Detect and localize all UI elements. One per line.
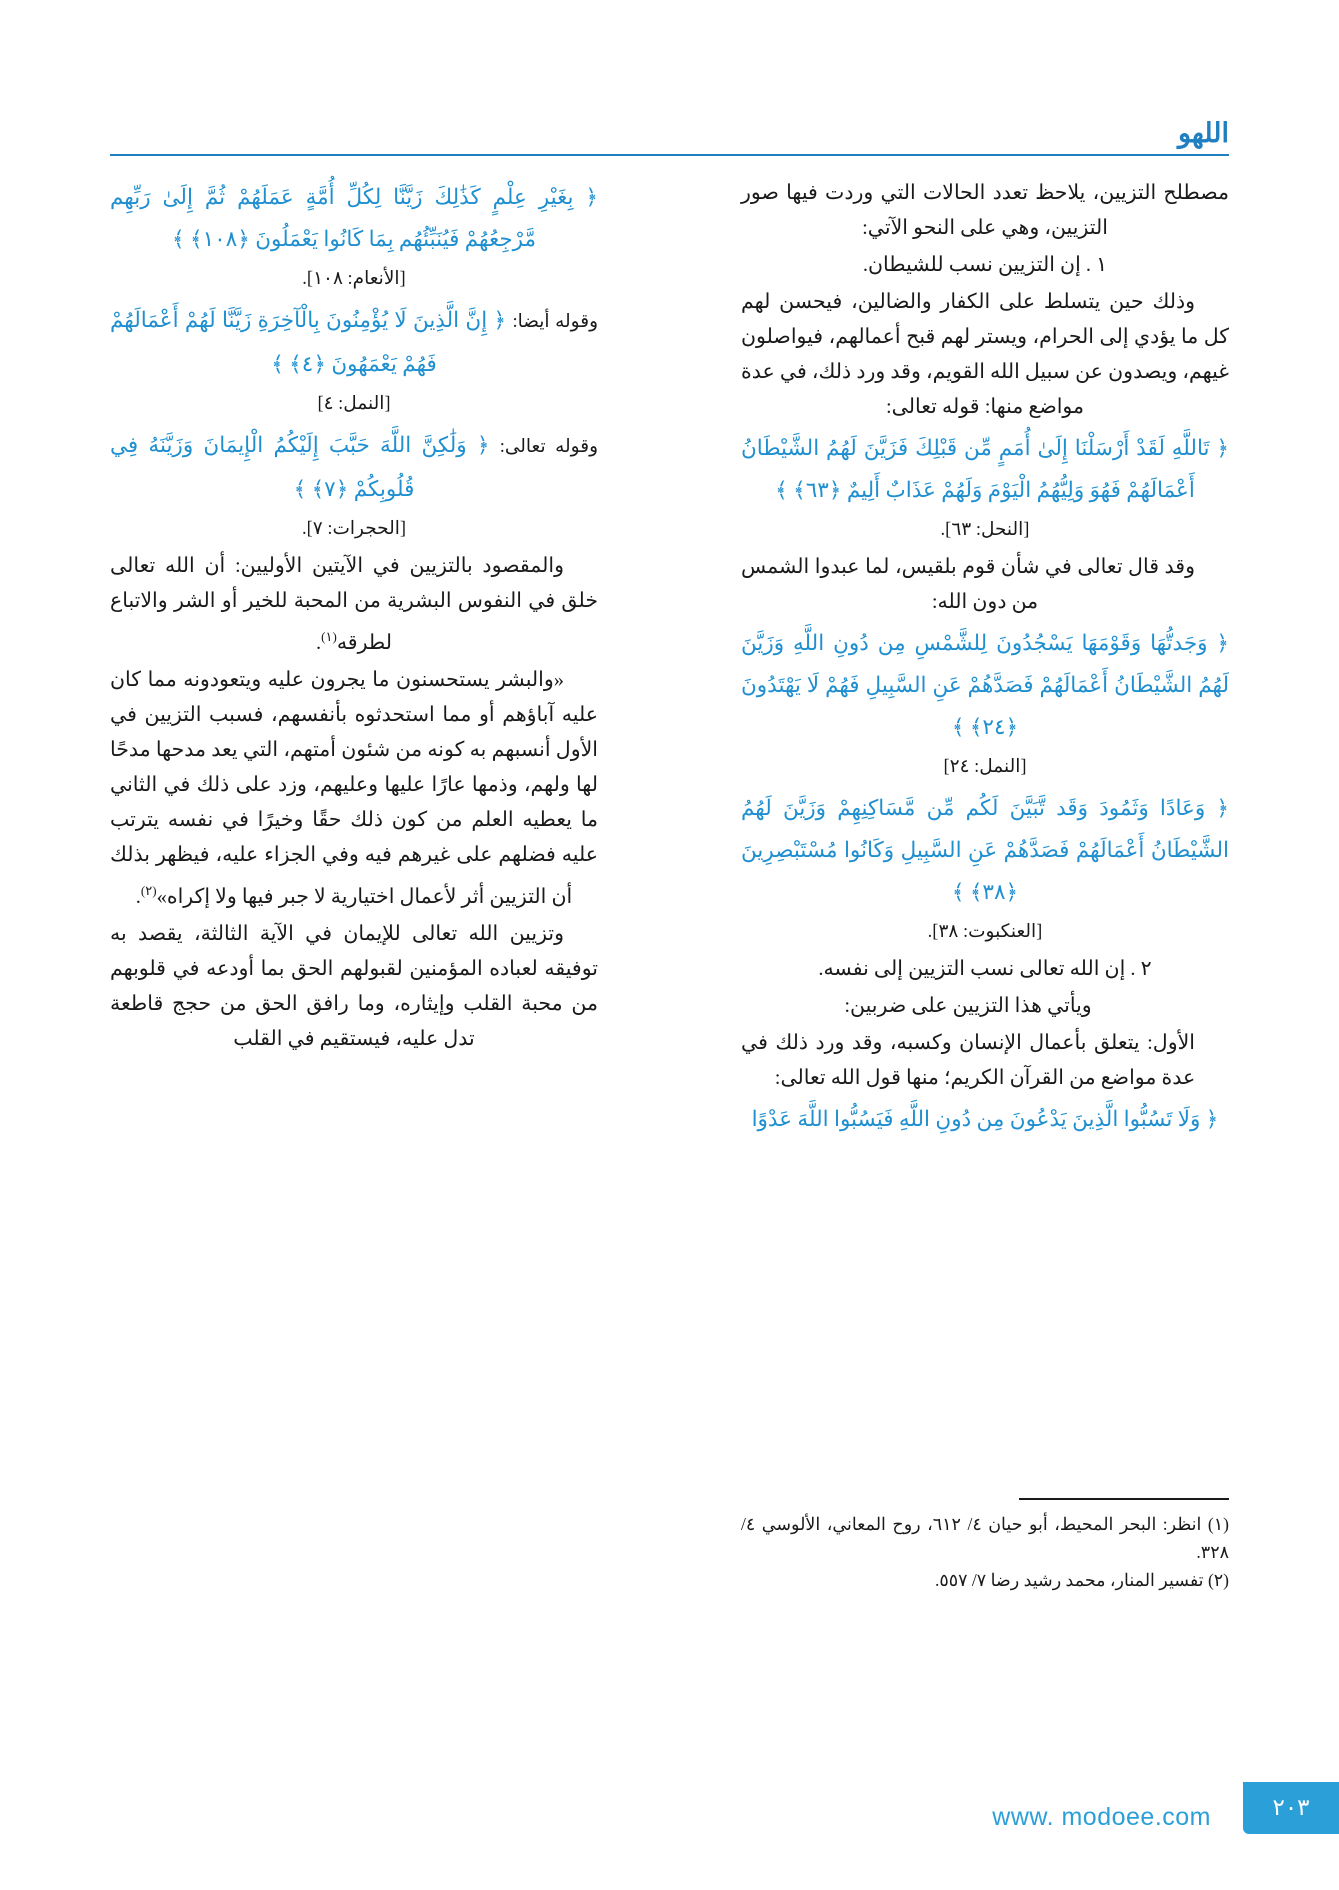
footnote-text: تفسير المنار، محمد رشيد رضا ٧/ ٥٥٧. xyxy=(934,1569,1204,1590)
paragraph-text: «والبشر يستحسنون ما يجرون عليه ويتعودونه مما كان عليه آباؤهم أو مما استحدثوه بأنفسهم، فسبب التزيين في الأول أنسبهم به كونه من شئون أمتهم، التي يعد مدحها مدحًا لها ولهم، وذمها عارًا عليها وعليهم، وزد على ذلك في الثاني ما يعطيه العلم من كون ذلك حقًا وخيرًا في نفسه يترتب عليه فضلهم على غيرهم فيه وفي الجزاء عليه، فيظهر بذلك أن التزيين أثر لأعمال اختيارية لا جبر فيها ولا إكراه» xyxy=(110,668,598,908)
verse-reference: [الحجرات: ٧]. xyxy=(301,519,407,539)
paragraph-text: والمقصود بالتزيين في الآيتين الأوليين: أن الله تعالى خلق في النفوس البشرية من المحبة للخير أو الشر والاتباع لطرقه xyxy=(110,555,598,654)
page-header xyxy=(110,118,1229,158)
body-paragraph xyxy=(110,549,598,661)
verse-reference: [النحل: ٦٣]. xyxy=(940,520,1030,540)
footnote-marker: (١) xyxy=(1207,1513,1229,1534)
verse-reference: [النمل: ٢٤] xyxy=(943,757,1027,777)
site-url[interactable]: www. modoee.com xyxy=(992,1803,1211,1831)
body-paragraph: وتزيين الله تعالى للإيمان في الآية الثالثة، يقصد به توفيقه لعباده المؤمنين لقبولهم الحق بما أودعه في قلوبهم من محبة القلب وإيثاره، وما رافق الحق من حجج قاطعة تدل عليه، فيستقيم في القلب xyxy=(110,922,598,1050)
footnote-divider xyxy=(1019,1498,1229,1500)
paragraph-tail: . xyxy=(316,631,322,654)
page-footer xyxy=(0,1770,1339,1890)
page-number-badge: ٢٠٣ xyxy=(1243,1782,1339,1834)
verse-reference: [الأنعام: ١٠٨]. xyxy=(302,269,406,289)
verse-intro: وقوله تعالى: xyxy=(499,437,599,457)
paragraph-tail: . xyxy=(135,885,141,908)
quran-text: ﴿ إِنَّ الَّذِينَ لَا يُؤْمِنُونَ بِالْآخِرَةِ زَيَّنَّا لَهُمْ أَعْمَالَهُمْ فَهُمْ يَعْمَهُونَ ﴿٤﴾ ﴾ xyxy=(110,308,507,376)
quran-text: ﴿ وَلَٰكِنَّ اللَّهَ حَبَّبَ إِلَيْكُمُ الْإِيمَانَ وَزَيَّنَهُ فِي قُلُوبِكُمْ ﴿٧﴾ ﴾ xyxy=(110,433,490,501)
body-paragraph: ويأتي هذا التزيين على ضربين: xyxy=(844,995,1092,1017)
footnotes-section xyxy=(741,1498,1229,1594)
body-paragraph: مصطلح التزيين، يلاحظ تعدد الحالات التي وردت فيها صور التزيين، وهي على النحو الآتي: xyxy=(741,182,1229,239)
list-item: ١ . إن التزيين نسب للشيطان. xyxy=(862,254,1108,276)
body-paragraph: الأول: يتعلق بأعمال الإنسان وكسبه، وقد ورد ذلك في عدة مواضع من القرآن الكريم؛ منها قول الله تعالى: xyxy=(741,1032,1196,1089)
header-divider xyxy=(110,154,1229,156)
quran-verse: ﴿ وَعَادًا وَثَمُودَ وَقَد تَّبَيَّنَ لَكُم مِّن مَّسَاكِنِهِمْ وَزَيَّنَ لَهُمُ الشَّيْطَانُ أَعْمَالَهُمْ فَصَدَّهُمْ عَنِ السَّبِيلِ وَكَانُوا مُسْتَبْصِرِينَ ﴿٣٨﴾ ﴾ xyxy=(741,796,1229,904)
body-paragraph xyxy=(110,663,598,915)
quran-verse: ﴿ بِغَيْرِ عِلْمٍ كَذَٰلِكَ زَيَّنَّا لِكُلِّ أُمَّةٍ عَمَلَهُمْ ثُمَّ إِلَىٰ رَبِّهِم مَّرْجِعُهُمْ فَيُنَبِّئُهُم بِمَا كَانُوا يَعْمَلُونَ ﴿١٠٨﴾ ﴾ xyxy=(110,185,598,251)
page-title: اللهو xyxy=(1177,118,1229,148)
footnote-marker: (٢) xyxy=(140,882,157,898)
two-column-body xyxy=(110,176,1229,1476)
body-paragraph: وقد قال تعالى في شأن قوم بلقيس، لما عبدوا الشمس من دون الله: xyxy=(741,556,1195,613)
footnote-marker: (٢) xyxy=(1207,1569,1229,1590)
quran-verse-with-intro xyxy=(110,299,598,385)
column-secondary xyxy=(110,176,598,1059)
footnote-item xyxy=(741,1566,1229,1594)
verse-reference: [النمل: ٤] xyxy=(317,394,391,414)
footnote-text: انظر: البحر المحيط، أبو حيان ٤/ ٦١٢، روح المعاني، الألوسي ٤/ ٣٢٨. xyxy=(741,1513,1229,1562)
column-primary xyxy=(741,176,1229,1142)
footnote-marker: (١) xyxy=(321,629,337,644)
list-item: ٢ . إن الله تعالى نسب التزيين إلى نفسه. xyxy=(818,958,1152,980)
quran-verse: ﴿ تَاللَّهِ لَقَدْ أَرْسَلْنَا إِلَىٰ أُمَمٍ مِّن قَبْلِكَ فَزَيَّنَ لَهُمُ الشَّيْطَانُ أَعْمَالَهُمْ فَهُوَ وَلِيُّهُمُ الْيَوْمَ وَلَهُمْ عَذَابٌ أَلِيمٌ ﴿٦٣﴾ ﴾ xyxy=(741,436,1229,502)
verse-reference: [العنكبوت: ٣٨]. xyxy=(927,922,1043,942)
quran-verse: ﴿ وَلَا تَسُبُّوا الَّذِينَ يَدْعُونَ مِن دُونِ اللَّهِ فَيَسُبُّوا اللَّهَ عَدْوًا xyxy=(751,1107,1219,1131)
quran-verse: ﴿ وَجَدتُّهَا وَقَوْمَهَا يَسْجُدُونَ لِلشَّمْسِ مِن دُونِ اللَّهِ وَزَيَّنَ لَهُمُ الشَّيْطَانُ أَعْمَالَهُمْ فَصَدَّهُمْ عَنِ السَّبِيلِ فَهُمْ لَا يَهْتَدُونَ ﴿٢٤﴾ ﴾ xyxy=(741,631,1229,739)
body-paragraph: وذلك حين يتسلط على الكفار والضالين، فيحسن لهم كل ما يؤدي إلى الحرام، ويستر لهم قبح أعمالهم، فيواصلون غيهم، ويصدون عن سبيل الله القويم، وقد ورد ذلك، في عدة مواضع منها: قوله تعالى: xyxy=(741,291,1229,418)
footnote-item xyxy=(741,1510,1229,1566)
quran-verse-with-intro xyxy=(110,424,598,510)
verse-intro: وقوله أيضا: xyxy=(512,312,599,332)
